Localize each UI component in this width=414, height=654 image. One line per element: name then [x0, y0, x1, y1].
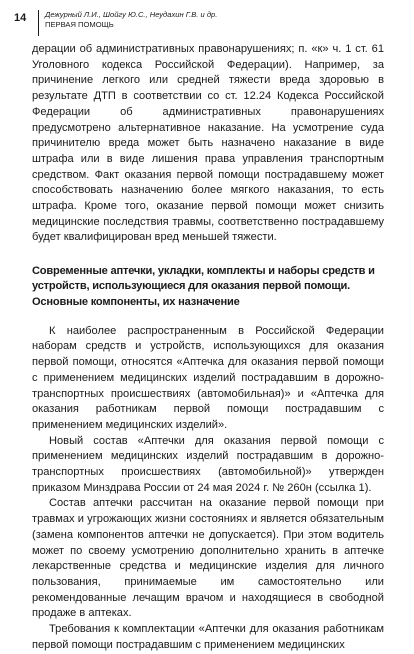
page-header: [14, 10, 400, 38]
running-authors: Дежурный Л.И., Шойгу Ю.С., Неудахин Г.В. и др.: [45, 10, 218, 19]
paragraph-continued: дерации об административных правонарушениях; п. «к» ч. 1 ст. 61 Уголовного кодекса Российской Федерации). Например, за причинение легкого или средней тяжести вреда здоровью в результате ДТП в соответствии со ст. 12.24 Кодекса Российской Федерации об административных правонарушениях предусмотрено альтернативное наказание. На усмотрение суда причинителю вреда может быть назначено наказание в виде штрафа или в виде лишения права управления транспортным средством. Факт оказания первой помощи пострадавшему может способствовать назначению более мягкого наказания, то есть штрафа. Кроме того, оказание первой помощи может снизить медицинские последствия травмы, соответственно пострадавшему будет квалифицирован вред меньшей тяжести.: [32, 43, 384, 244]
running-title: ПЕРВАЯ ПОМОЩЬ: [45, 20, 114, 29]
paragraph: Новый состав «Аптечки для оказания первой помощи с применением медицинских изделий пострадавшим в дорожно-транспортных происшествиях (автомобильной)» утвержден приказом Минздрава России от 24 мая 2024 г. № 260н (ссылка 1).: [32, 434, 384, 494]
paragraph: Требования к комплектации «Аптечки для оказания работникам первой помощи пострадавшим с применением медицинских: [32, 623, 384, 651]
paragraph: Состав аптечки рассчитан на оказание первой помощи при травмах и угрожающих жизни состояниях и является обязательным (замена компонентов аптечки не допускается). При этом водитель может по своему усмотрению дополнительно хранить в аптечке лекарственные средства и медицинские изделия для личного пользования, принимаемые им самостоятельно или рекомендованные лечащим врачом и находящиеся в свободной продаже в аптеках.: [32, 497, 384, 620]
running-head: [45, 10, 217, 30]
header-divider: [38, 10, 39, 36]
page-body: [32, 42, 384, 654]
page-number: 14: [14, 12, 27, 24]
section-heading: Современные аптечки, укладки, комплекты и наборы средств и устройств, использующиеся для оказания первой помощи. Основные компоненты, их назначение: [32, 265, 375, 308]
paragraph: К наиболее распространенным в Российской Федерации наборам средств и устройств, использующихся для оказания первой помощи, относятся «Аптечка для оказания первой помощи с применением медицинских изделий пострадавшим в дорожно-транспортных происшествиях (автомобильная)» и «Аптечка для оказания работникам первой помощи пострадавшим с применением медицинских изделий».: [32, 324, 384, 431]
